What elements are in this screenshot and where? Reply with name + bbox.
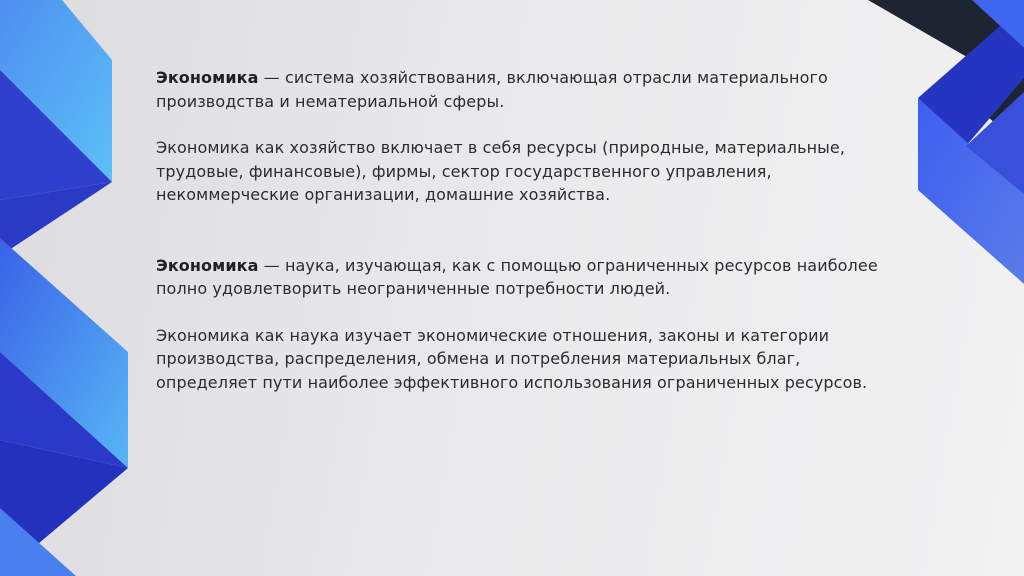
definition-text: — система хозяйствования, включающая отрасли материального производства и нематериальной сферы. [156, 68, 828, 111]
definition-text: — наука, изучающая, как с помощью ограниченных ресурсов наиболее полно удовлетворить неограниченные потребности людей. [156, 255, 878, 298]
paragraph-definition-system [156, 66, 896, 113]
term-economics: Экономика [156, 255, 259, 275]
term-economics: Экономика [156, 68, 259, 87]
paragraph-economy-resources: Экономика как хозяйство включает в себя ресурсы (природные, материальные, трудовые, финансовые), фирмы, сектор государственного управления, некоммерческие организации, домашние хозяйства. [156, 138, 846, 204]
slide-text [156, 66, 896, 394]
paragraph-definition-science [156, 254, 896, 301]
paragraph-economics-studies: Экономика как наука изучает экономические отношения, законы и категории производства, распределения, обмена и потребления материальных благ, определяет пути наиболее эффективного использования ограниченных ресурсов. [156, 325, 868, 392]
